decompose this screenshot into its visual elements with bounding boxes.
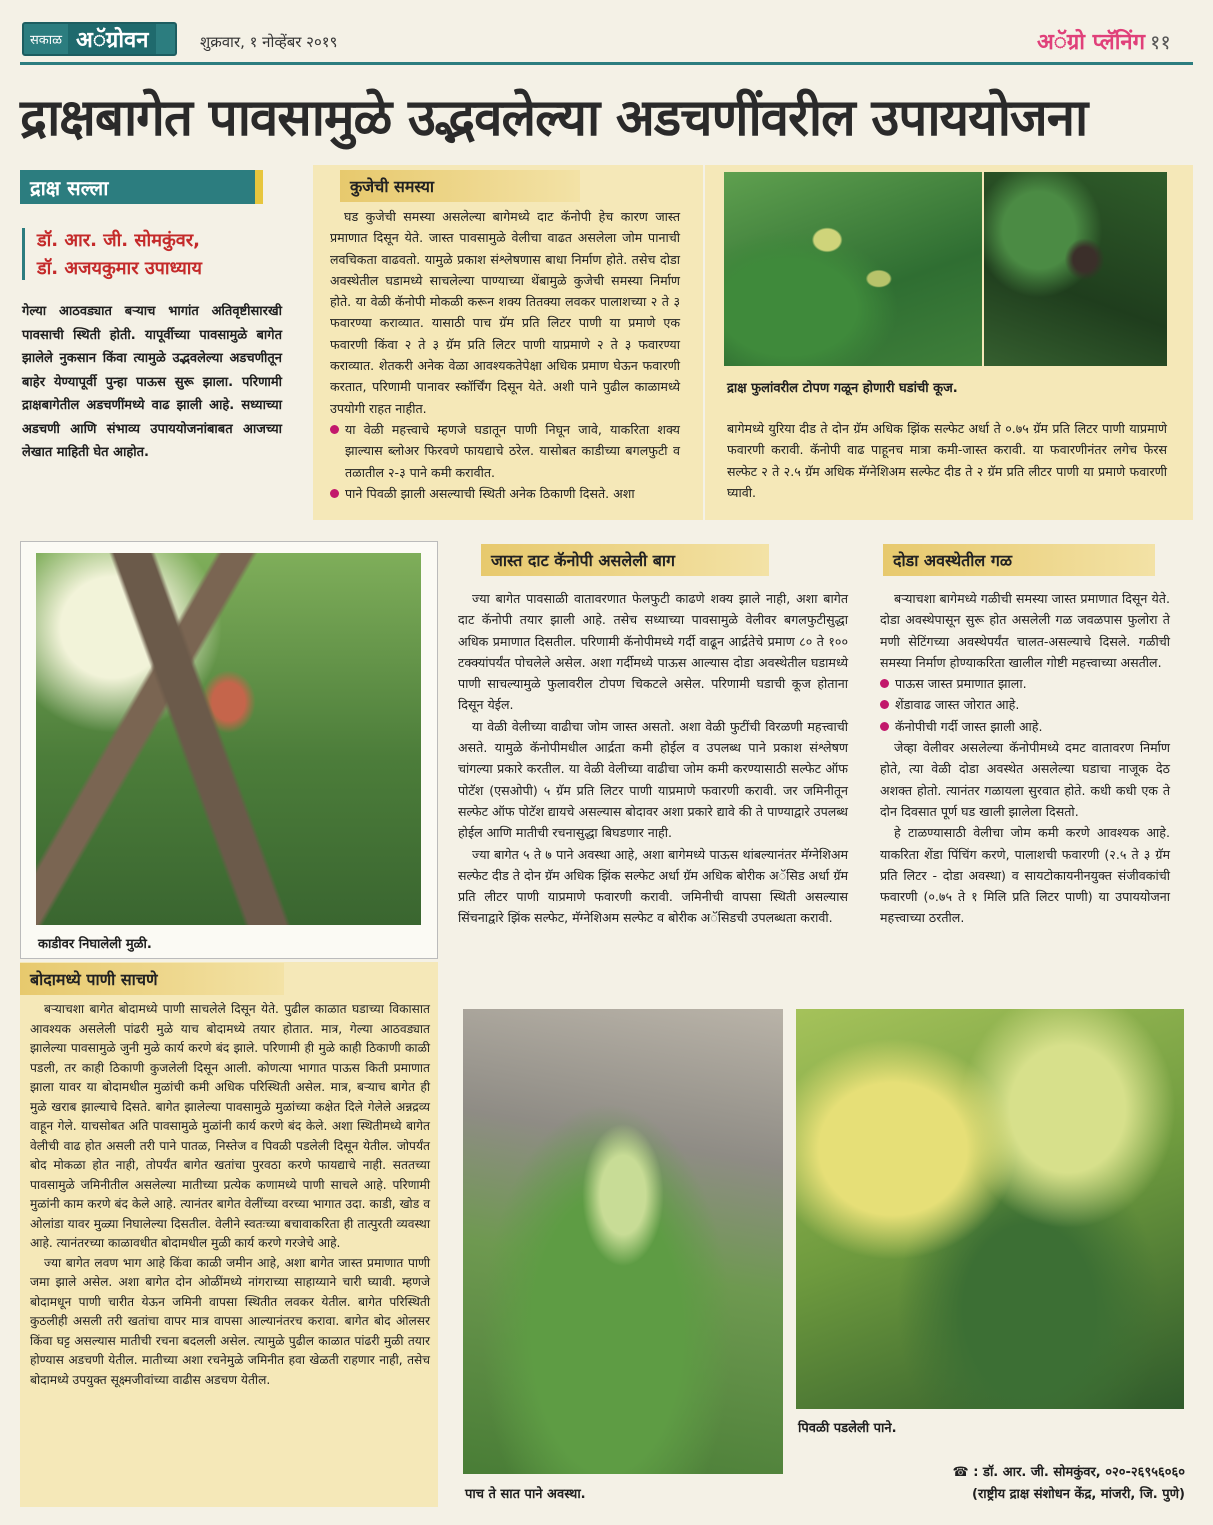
masthead-logo — [22, 22, 177, 56]
grape-flower-photo — [724, 172, 982, 366]
kuj-bullet — [330, 483, 680, 504]
shoot-caption: पाच ते सात पाने अवस्था. — [465, 1487, 586, 1502]
section-tag: अॅग्रो प्लॅनिंग — [1036, 30, 1145, 55]
author-2: डॉ. अजयकुमार उपाध्याय — [37, 258, 202, 279]
credit-block — [840, 1462, 1185, 1502]
canopy-paragraphs — [458, 588, 848, 929]
kuj-bullet-text: पाने पिवळी झाली असल्याची स्थिती अनेक ठिकाणी दिसते. अशा — [345, 485, 635, 501]
canopy-para: या वेळी वेलीच्या वाढीचा जोम जास्त असतो. अशा वेळी फुटींची विरळणी महत्त्वाची असते. यामुळे कॅनोपीमधील आर्द्रता कमी होईल व उपलब्ध पाने प्रकाश संश्लेषण चांगल्या प्रकारे करतील. या वेळी वेलीच्या वाढीचा जोम कमी करण्यासाठी सल्फेट ऑफ पोटॅश (एसओपी) ५ ग्रॅम प्रति लिटर पाणी याप्रमाणे फवारणी करावी. जर जमिनीतून सल्फेट ऑफ पोटॅश द्यायचे असल्यास बोदावर अशा प्रकारे द्यावे की ते पाण्याद्वारे उपलब्ध होईल आणि मातीची रचनासुद्धा बिघडणार नाही. — [458, 718, 848, 841]
brand-small: सकाळ — [24, 30, 68, 48]
canopy-para: ज्या बागेत पावसाळी वातावरणात फेलफुटी काढणे शक्य झाले नाही, अशा बागेत दाट कॅनोपी तयार झाली आहे. तसेच सध्याच्या पावसामुळे वेलीवर बगलफुटीसुद्धा अधिक प्रमाणात दिसतील. परिणामी कॅनोपीमध्ये गर्दी वाढून आर्द्रतेचे प्रमाण ८० ते १०० टक्क्यांपर्यंत पोचलेले असेल. अशा गर्दीमध्ये पाऊस आल्यास दोडा अवस्थेतील घडामध्ये पाणी साचल्यामुळे फुलावरील टोपण चिकटले असेल. परिणामी घडाची कूज होताना दिसून येईल. — [458, 591, 848, 713]
doda-bullet — [880, 716, 1170, 737]
doda-text — [880, 588, 1170, 929]
photo-top-caption: द्राक्ष फुलांवरील टोपण गळून होणारी घडांची कूज. — [727, 381, 958, 396]
masthead-rule — [20, 62, 1193, 65]
bullet-icon — [330, 425, 339, 434]
yellow-leaves-photo — [796, 1009, 1184, 1409]
doda-bullet-text: कॅनोपीची गर्दी जास्त झाली आहे. — [895, 718, 1043, 734]
doda-para: जेव्हा वेलीवर असलेल्या कॅनोपीमध्ये दमट वातावरण निर्माण होते, त्या वेळी दोडा अवस्थेत असलेल्या घडाचा नाजूक देठ अशक्त होतो. त्यानंतर गळायला सुरवात होते. कधी कधी एक ते दोन दिवसात पूर्ण घड खाली झालेला दिसतो. — [880, 740, 1170, 819]
credit-line-2: (राष्ट्रीय द्राक्ष संशोधन केंद्र, मांजरी, जि. पुणे) — [972, 1487, 1185, 1502]
kuj-heading: कुजेची समस्या — [340, 170, 580, 202]
dateline: शुक्रवार, १ नोव्हेंबर २०१९ — [200, 33, 338, 51]
water-para: बऱ्याचशा बागेत बोदामध्ये पाणी साचलेले दिसून येते. पुढील काळात घडाच्या विकासात आवश्यक असलेली पांढरी मुळे याच बोदामध्ये तयार होतात. मात्र, गेल्या आठवड्यात झालेल्या पावसामुळे जुनी मुळे कार्य करणे बंद झाले. परिणामी ही मुळे काही ठिकाणी काळी पडली, तर काही ठिकाणी कुजलेली दिसून आली. कोणत्या भागात पाऊस किती प्रमाणात झाला यावर या बोदामधील मुळांची कमी अधिक परिस्थिती असेल. मात्र, बऱ्याच बागेत ही मुळे खराब झाल्याचे दिसते. बागेत झालेल्या पावसामुळे मुळांच्या कक्षेत दिले गेलेले अन्नद्रव्य वाहून गेले. याचसोबत अति पावसामुळे मुळांनी कार्य करणे बंद केले. अशा स्थितीमध्ये बागेत वेलीची वाढ होत असली तरी पाने पातळ, निस्तेज व पिवळी पडलेली दिसून येतील. जोपर्यंत बोद मोकळा होत नाही, तोपर्यंत बागेत खतांचा पुरवठा करणे फायद्याचे नाही. सततच्या पावसामुळे जमिनीतील असलेल्या मातीच्या प्रत्येक कणामध्ये पाणी साचले आहे. परिणामी मुळांनी काम करणे बंद केले आहे. त्यानंतर बागेत वेलींच्या वरच्या भागात उदा. काडी, खोड व ओलांडा यावर मुळ्या निघालेल्या दिसतील. वेलीने स्वतःच्या बचावाकरिता ही तात्पुरती व्यवस्था आहे. त्यानंतरच्या काळावधीत बोदामधील मुळी कार्य करणे गरजेचे आहे. — [30, 1002, 430, 1250]
water-paragraphs — [30, 1000, 430, 1390]
canopy-heading: जास्त दाट कॅनोपी असलेली बाग — [481, 544, 769, 576]
roots-caption: काडीवर निघालेली मुळी. — [38, 937, 152, 952]
grape-rot-photo — [984, 172, 1167, 366]
roots-photo — [36, 553, 421, 925]
headline: द्राक्षबागेत पावसामुळे उद्भवलेल्या अडचणींवरील उपाययोजना — [20, 89, 1088, 148]
water-para: ज्या बागेत लवण भाग आहे किंवा काळी जमीन आहे, अशा बागेत जास्त प्रमाणात पाणी जमा झाले असेल. अशा बागेत दोन ओळींमध्ये नांगराच्या साहाय्याने चारी घ्यावी. म्हणजे बोदामधून पाणी चारीत येऊन जमिनी वापसा स्थितीत लवकर येतील. बागेत परिस्थिती कुठलीही असली तरी खतांचा वापर मात्र वापसा आल्यानंतरच करावा. बागेत बोद ओलसर किंवा घट्ट असल्यास मातीची रचना बदलली असेल. त्यामुळे पुढील काळात पांढरी मुळी तयार होण्यास अडचणी येतील. मातीच्या अशा रचनेमुळे जमिनीत हवा खेळती राहणार नाही, तसेच बोदामध्ये उपयुक्त सूक्ष्मजीवांच्या वाढीस अडचण येतील. — [30, 1255, 430, 1387]
water-heading: बोदामध्ये पाणी साचणे — [20, 963, 284, 995]
doda-bullet-text: पाऊस जास्त प्रमाणात झाला. — [895, 676, 1027, 692]
kuj-bullet — [330, 419, 680, 483]
brand-big: अॅग्रोवन — [68, 24, 156, 54]
shoot-photo — [463, 1009, 783, 1474]
column-tag: द्राक्ष सल्ला — [20, 170, 263, 204]
bullet-icon — [880, 679, 889, 688]
page-number: ११ — [1150, 30, 1171, 54]
intro-paragraph: गेल्या आठवड्यात बऱ्याच भागांत अतिवृष्टीसारखी पावसाची स्थिती होती. यापूर्वीच्या पावसामुळे बागेत झालेले नुकसान किंवा त्यामुळे उद्भवलेल्या अडचणीतून बाहेर येण्यापूर्वी पुन्हा पाऊस सुरू झाला. परिणामी द्राक्षबागेतील अडचणींमध्ये वाढ झाली आहे. सध्याच्या अडचणी आणि संभाव्य उपाययोजनांबाबत आजच्या लेखात माहिती घेत आहोत. — [22, 304, 282, 460]
doda-heading: दोडा अवस्थेतील गळ — [883, 544, 1155, 576]
bullet-icon — [880, 700, 889, 709]
kuj-para: घड कुजेची समस्या असलेल्या बागेमध्ये दाट कॅनोपी हेच कारण जास्त प्रमाणात दिसून येते. जास्त पावसामुळे वेलीचा वाढत असलेला जोम पानाची लवचिकता वाढवतो. यामुळे प्रकाश संश्लेषणास बाधा निर्माण होते. तसेच दोडा अवस्थेतील घडामध्ये साचलेल्या पाण्याच्या थेंबामुळे कुजेची समस्या निर्माण होते. या वेळी कॅनोपी मोकळी करून शक्य तितक्या लवकर पालाशच्या २ ते ३ फवारण्या कराव्यात. यासाठी पाच ग्रॅम प्रति लिटर पाणी या प्रमाणे एक फवारणी किंवा २ ते ३ ग्रॅम प्रति लिटर पाणी याप्रमाणे २ ते ३ फवारण्या कराव्यात. शेतकरी अनेक वेळा आवश्यकतेपेक्षा अधिक प्रमाण घेऊन फवारणी करतात, परिणामी पानावर स्कॉर्चिंग दिसून येते. अशी पाने पुढील काळामध्ये उपयोगी राहत नाहीत. — [330, 209, 680, 416]
bullet-icon — [880, 722, 889, 731]
doda-para: बऱ्याचशा बागेमध्ये गळीची समस्या जास्त प्रमाणात दिसून येते. दोडा अवस्थेपासून सुरू होत असलेली गळ जवळपास फुलोरा ते मणी सेटिंगच्या अवस्थेपर्यंत चालत-असल्याचे दिसले. गळीची समस्या निर्माण होण्याकरिता खालील गोष्टी महत्त्वाच्या असतील. — [880, 591, 1170, 670]
doda-para: हे टाळण्यासाठी वेलीचा जोम कमी करणे आवश्यक आहे. याकरिता शेंडा पिंचिंग करणे, पालाशची फवारणी (२.५ ते ३ ग्रॅम प्रति लिटर - दोडा अवस्था) व सायटोकायनीनयुक्त संजीवकांची फवारणी (०.७५ ते १ मिलि प्रति लिटर पाणी) या उपाययोजना महत्त्वाच्या ठरतील. — [880, 825, 1170, 926]
author-block — [22, 228, 297, 280]
bullet-icon — [330, 489, 339, 498]
author-1: डॉ. आर. जी. सोमकुंवर, — [37, 230, 201, 251]
kuj-paragraph — [330, 206, 680, 504]
canopy-para: ज्या बागेत ५ ते ७ पाने अवस्था आहे, अशा बागेमध्ये पाऊस थांबल्यानंतर मॅग्नेशिअम सल्फेट दीड ते दोन ग्रॅम अधिक झिंक सल्फेट अर्धा ग्रॅम अधिक बोरीक अॅसिड अर्धा ग्रॅम प्रति लीटर पाणी याप्रमाणे फवारणी करावी. जमिनीची वापसा स्थिती असल्यास सिंचनाद्वारे झिंक सल्फेट, मॅग्नेशिअम सल्फेट व बोरीक अॅसिडची उपलब्धता करावी. — [458, 846, 848, 926]
doda-bullet-text: शेंडावाढ जास्त जोरात आहे. — [895, 697, 1020, 713]
credit-line-1: ☎ : डॉ. आर. जी. सोमकुंवर, ०२०-२६९५६०६० — [952, 1465, 1185, 1480]
kuj-bullet-text: या वेळी महत्त्वाचे म्हणजे घडातून पाणी निघून जावे, याकरिता शक्य झाल्यास ब्लोअर फिरवणे फायद्याचे ठरेल. यासोबत काडीच्या बगलफुटी व तळातील २-३ पाने कमी करावीत. — [345, 421, 680, 480]
doda-bullet — [880, 694, 1170, 715]
doda-bullet — [880, 673, 1170, 694]
yellow-caption: पिवळी पडलेली पाने. — [798, 1421, 897, 1436]
continued-paragraph: बागेमध्ये युरिया दीड ते दोन ग्रॅम अधिक झिंक सल्फेट अर्धा ते ०.७५ ग्रॅम प्रति लिटर पाणी याप्रमाणे फवारणी करावी. कॅनोपी वाढ पाहूनच मात्रा कमी-जास्त करावी. या फवारणीनंतर लगेच फेरस सल्फेट २ ते २.५ ग्रॅम अधिक मॅग्नेशिअम सल्फेट दीड ते २ ग्रॅम प्रति लीटर पाणी या प्रमाणे फवारणी घ्यावी. — [727, 421, 1167, 500]
